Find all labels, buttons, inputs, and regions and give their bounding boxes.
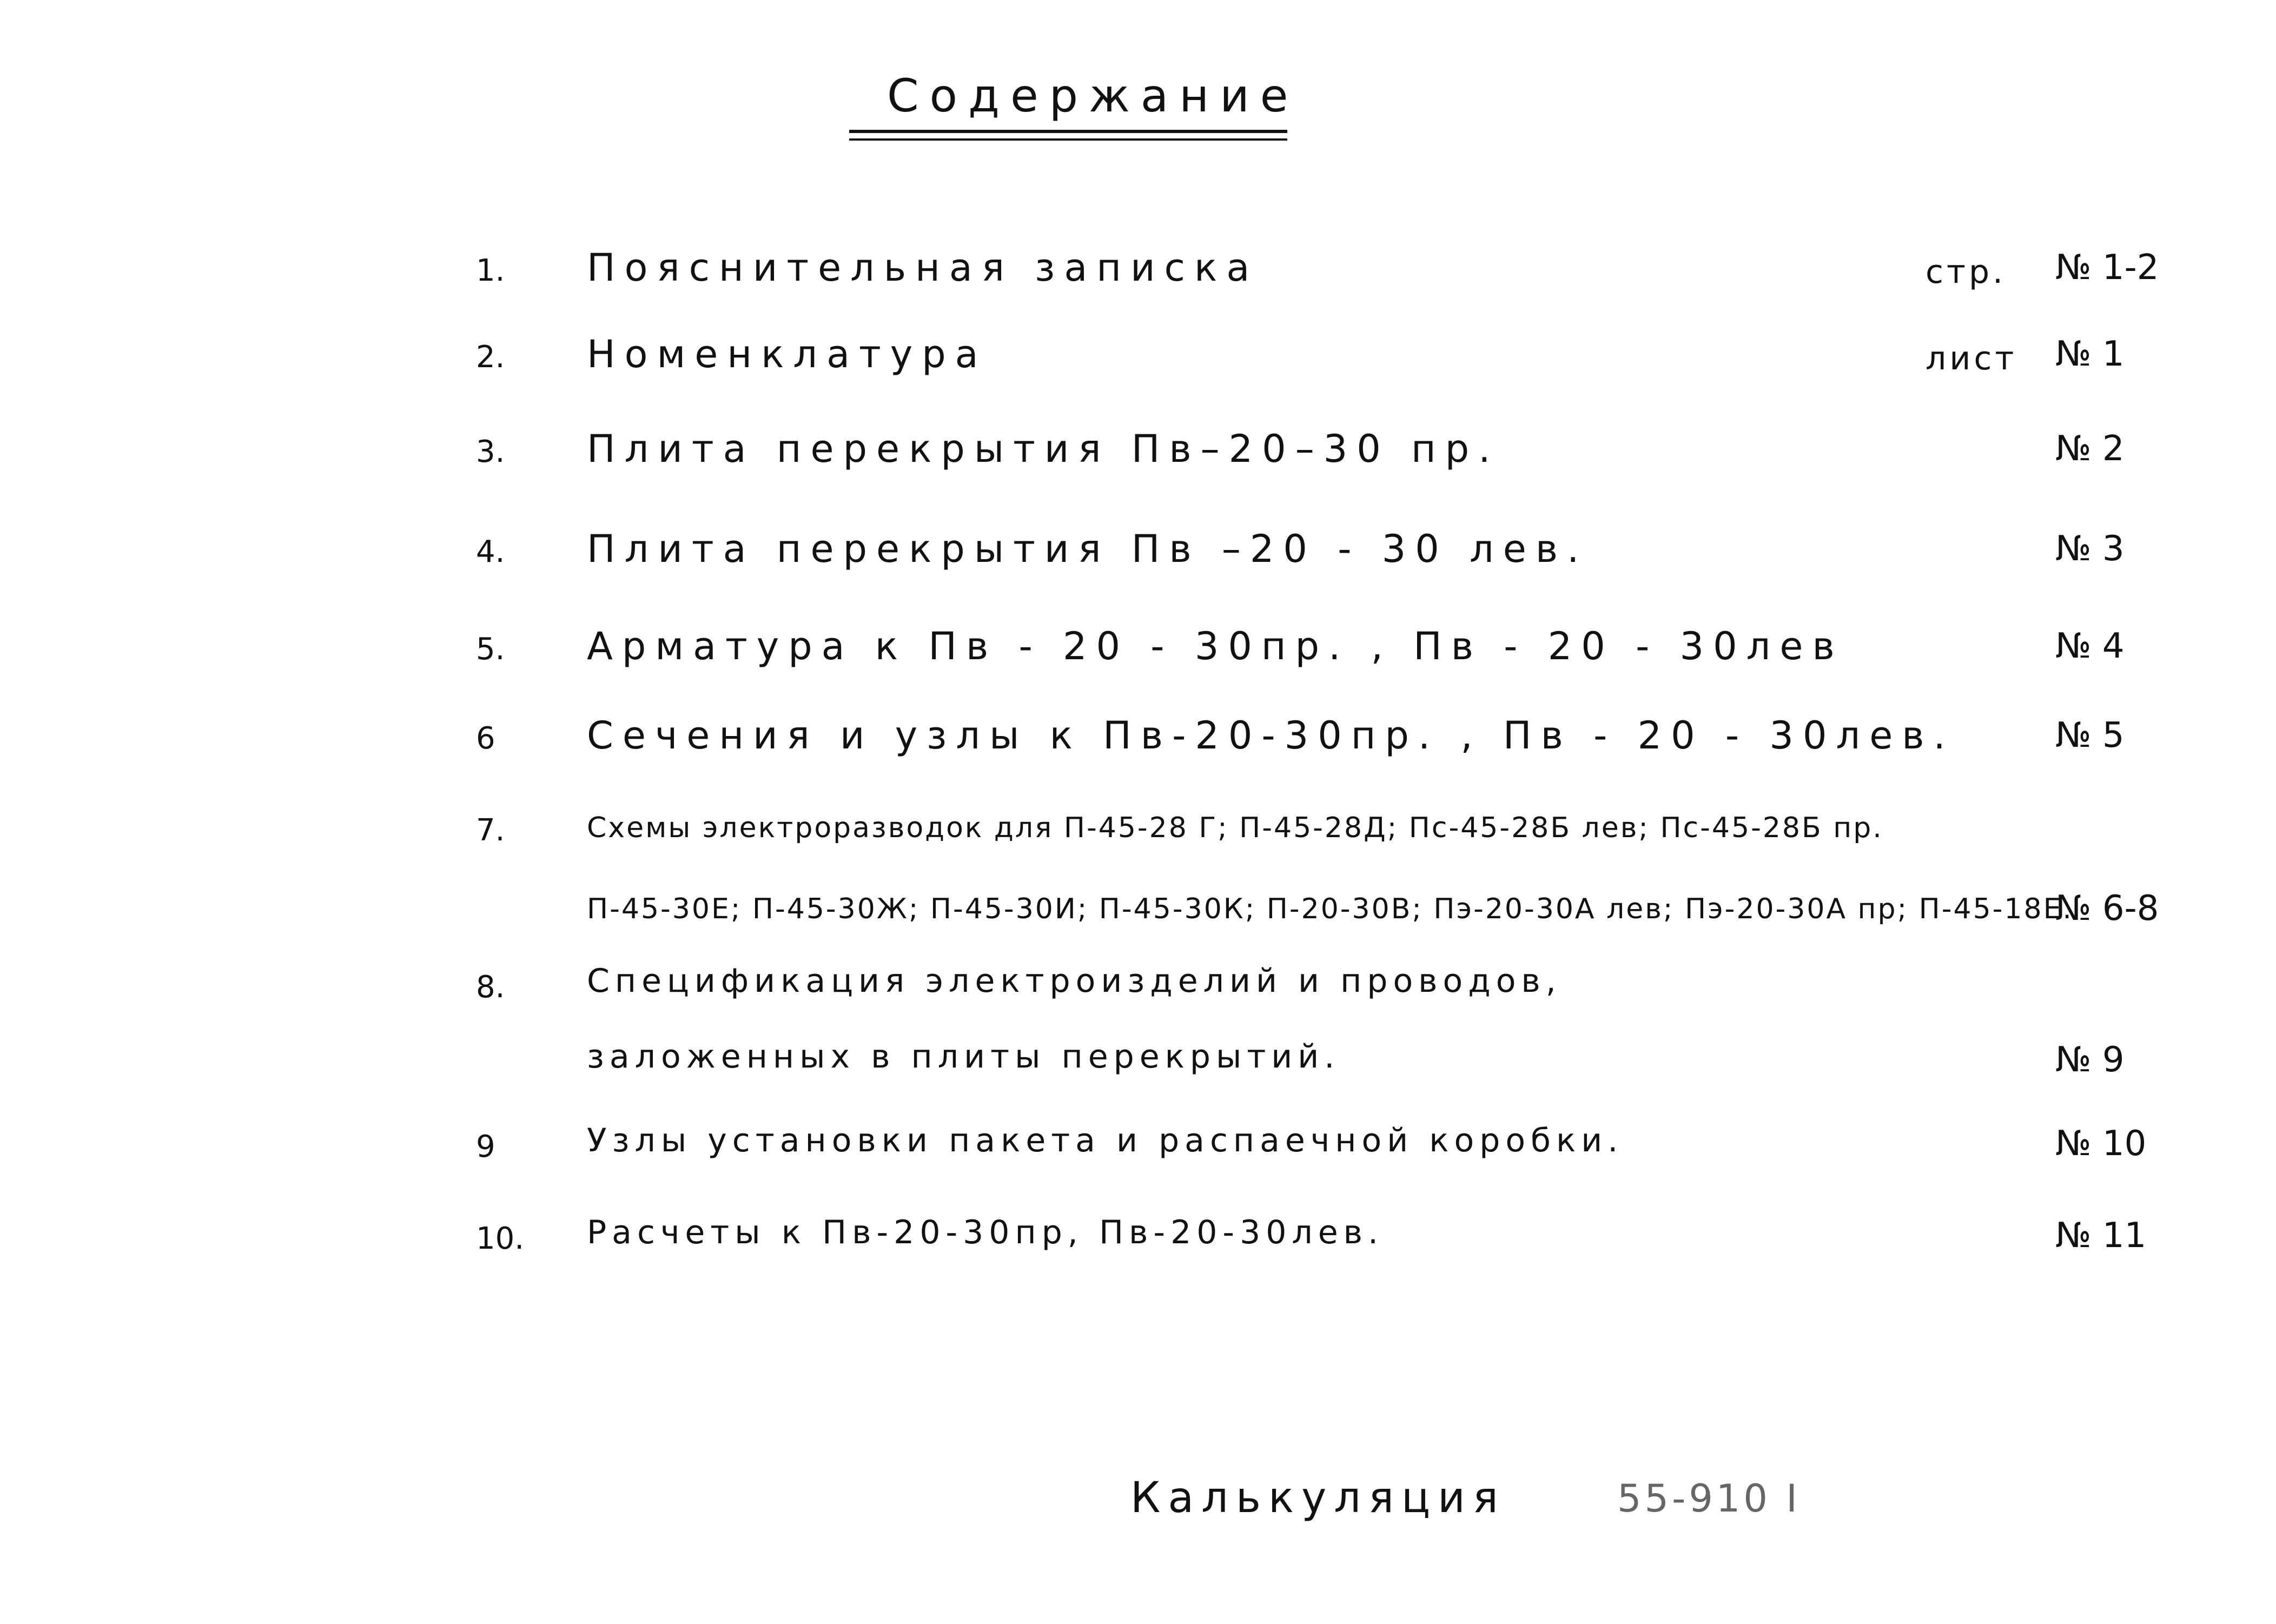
item-text: Сечения и узлы к Пв-20-30пр. , Пв - 20 - 30лев. [587, 713, 1955, 758]
item-text: Номенклатура [587, 332, 988, 376]
item-number: 2. [476, 340, 505, 375]
footer-code: 55-910 I [1617, 1476, 1801, 1521]
list-item [0, 419, 2276, 484]
item-number: 3. [476, 434, 505, 469]
item-ref: № 11 [2055, 1216, 2147, 1256]
item-ref: № 10 [2055, 1124, 2147, 1164]
list-item [0, 617, 2276, 681]
footer-label: Калькуляция [1130, 1474, 1506, 1522]
item-number: 9 [476, 1129, 495, 1164]
item-ref: № 6-8 [2055, 889, 2159, 929]
item-ref: № 2 [2055, 429, 2125, 469]
item-text: Схемы электроразводок для П-45-28 Г; П-45-28Д; Пс-45-28Б лев; Пс-45-28Б пр. [587, 812, 1883, 844]
item-ref: № 1 [2055, 334, 2125, 374]
item-text: Спецификация электроизделий и проводов, [587, 962, 1562, 1000]
item-text: Плита перекрытия Пв–20–30 пр. [587, 427, 1500, 471]
list-item [0, 1206, 2276, 1271]
item-number: 4. [476, 534, 505, 569]
list-item-continuation [0, 1030, 2276, 1095]
item-ref: № 5 [2055, 715, 2125, 755]
list-item [0, 1114, 2276, 1179]
list-item [0, 798, 2276, 863]
list-item-continuation [0, 879, 2276, 944]
item-ref: № 3 [2055, 529, 2125, 569]
list-item [0, 238, 2276, 303]
list-item [0, 954, 2276, 1019]
item-number: 8. [476, 970, 505, 1005]
item-text: Арматура к Пв - 20 - 30пр. , Пв - 20 - 30лев [587, 624, 1844, 668]
page-title: Содержание [887, 69, 1299, 122]
item-text: заложенных в плиты перекрытий. [587, 1038, 1340, 1076]
list-item [0, 706, 2276, 771]
item-number: 10. [476, 1221, 525, 1256]
title-underline-second [849, 138, 1287, 141]
item-text: П-45-30Е; П-45-30Ж; П-45-30И; П-45-30К; П-20-30В; Пэ-20-30А лев; Пэ-20-30А пр; П-45-18Е. [587, 893, 2073, 925]
item-number: 5. [476, 632, 505, 667]
item-number: 6 [476, 721, 495, 756]
item-ref: № 4 [2055, 626, 2125, 666]
item-number: 1. [476, 253, 505, 288]
item-ref: № 9 [2055, 1040, 2125, 1080]
item-text: Расчеты к Пв-20-30пр, Пв-20-30лев. [587, 1214, 1384, 1251]
item-text: Плита перекрытия Пв –20 - 30 лев. [587, 527, 1589, 571]
list-item [0, 519, 2276, 584]
item-text: Узлы установки пакета и распаечной коробки. [587, 1122, 1624, 1159]
item-ref-prefix: стр. [1926, 253, 2007, 291]
list-item [0, 324, 2276, 389]
title-underline [849, 130, 1287, 133]
item-number: 7. [476, 813, 505, 848]
item-text: Пояснительная записка [587, 246, 1259, 290]
item-ref: № 1-2 [2055, 248, 2159, 288]
item-ref-prefix: лист [1926, 340, 2017, 377]
